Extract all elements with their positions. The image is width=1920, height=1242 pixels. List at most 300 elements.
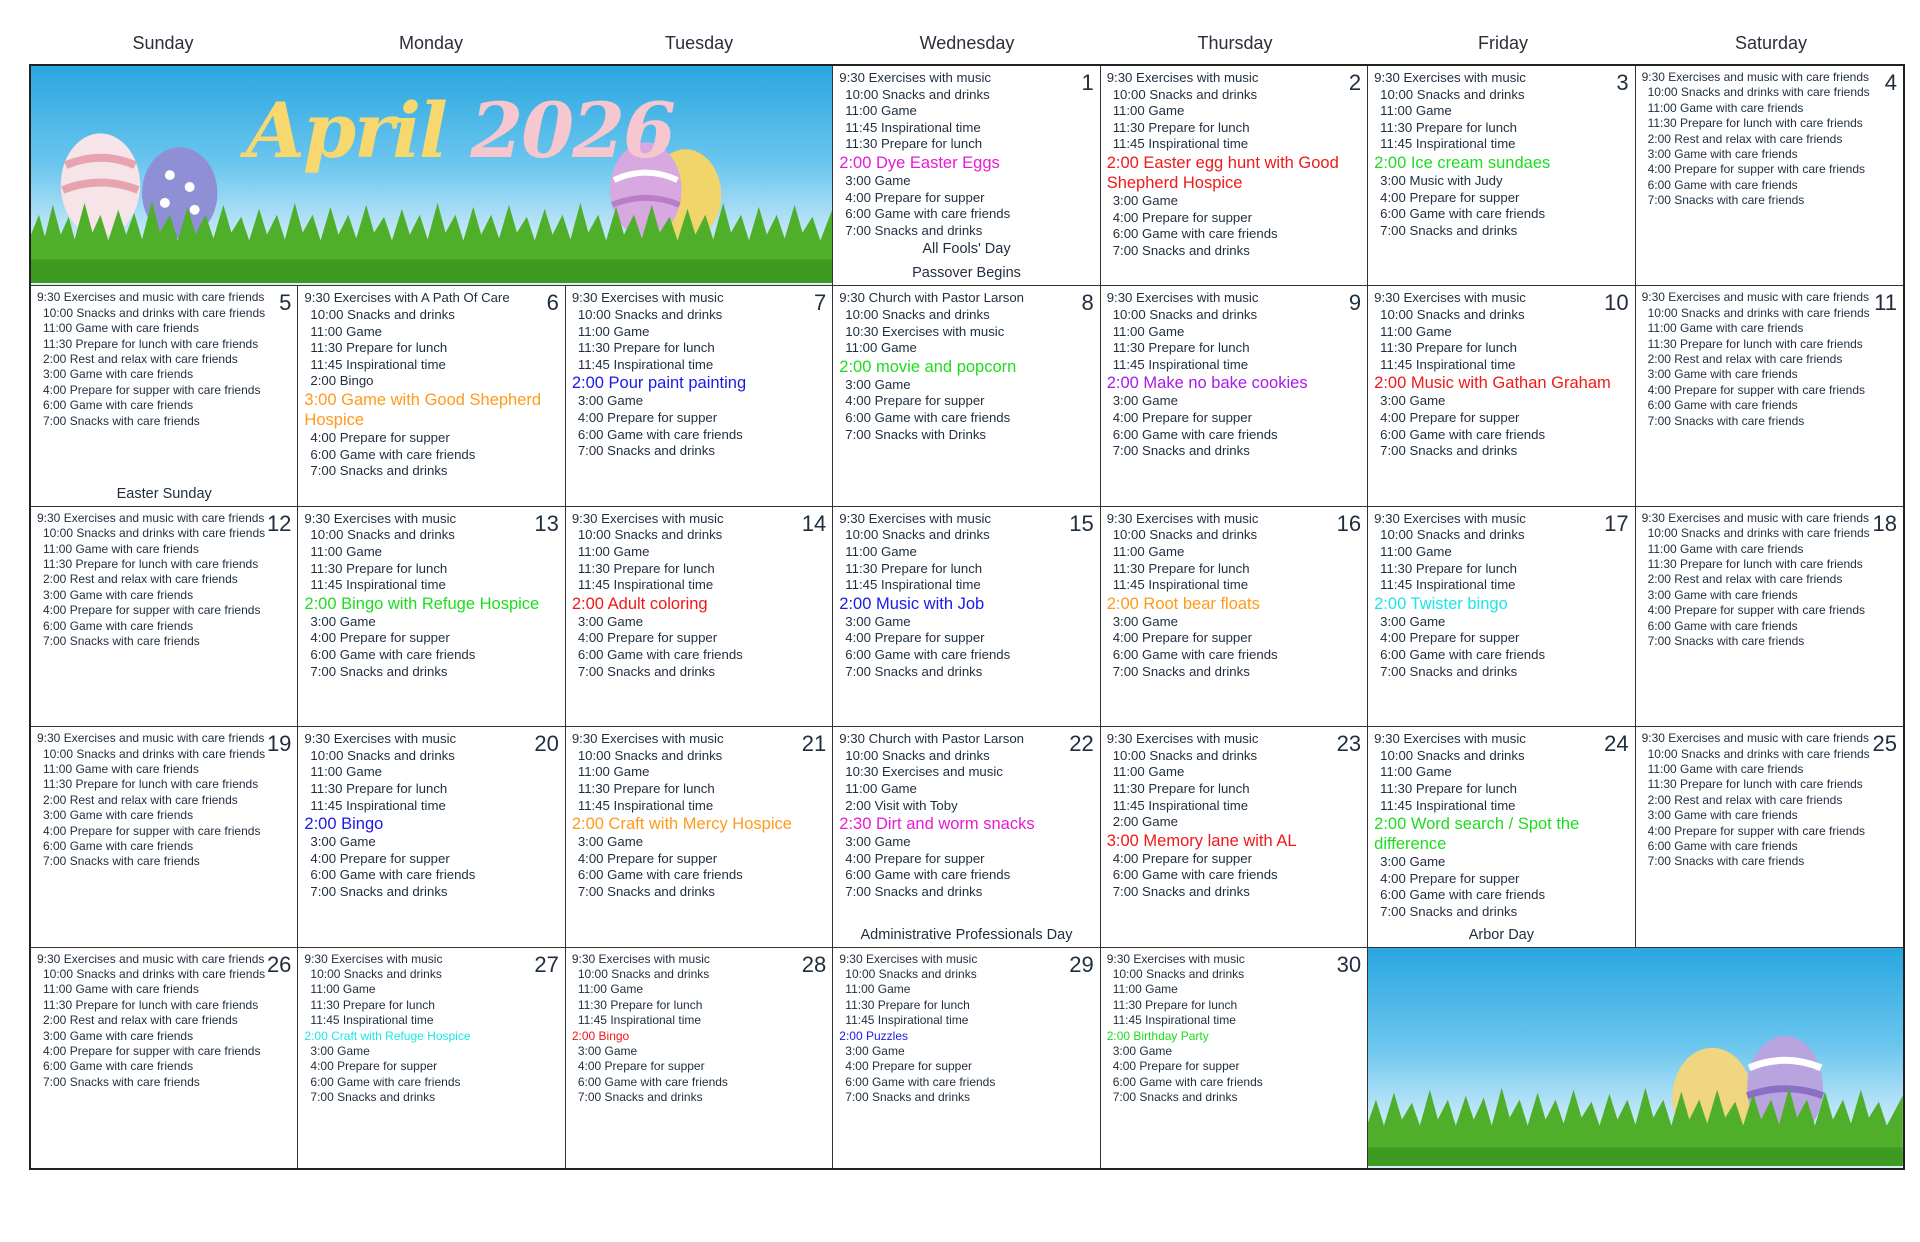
activity-item: 11:30 Prepare for lunch (577, 340, 715, 356)
activity-item: 10:00 Snacks and drinks (845, 86, 990, 102)
day-cell (833, 507, 1100, 727)
activity-item: 9:30 Exercises with music (1374, 731, 1526, 747)
activity-item: 4:00 Prepare for supper (577, 630, 718, 646)
activity-item: 6:00 Game with care friends (43, 839, 194, 854)
activity-item: 7:00 Snacks and drinks (1380, 903, 1518, 919)
activity-item: 9:30 Exercises with music (1374, 70, 1526, 85)
day-cell (31, 507, 298, 727)
activity-item: 7:00 Snacks and drinks (310, 883, 448, 899)
activity-item: 6:00 Game with care friends (310, 646, 476, 662)
activity-list (1642, 731, 1899, 870)
activity-item: 7:00 Snacks and drinks (845, 1090, 971, 1105)
activity-item: 11:00 Game (310, 982, 376, 997)
activity-item: 11:00 Game (1380, 323, 1452, 339)
activity-item: 11:45 Inspirational time (1380, 577, 1516, 593)
activity-item: 6:00 Game with care friends (43, 618, 194, 633)
activity-item: 9:30 Exercises and music with care friends (1641, 731, 1869, 746)
activity-item: 2:00 Rest and relax with care friends (1647, 352, 1843, 367)
activity-item: 7:00 Snacks and drinks (577, 883, 715, 899)
activity-item: 6:00 Game with care friends (1112, 646, 1278, 662)
activity-item: 11:30 Prepare for lunch (577, 560, 715, 576)
activity-item: 4:00 Prepare for supper with care friends (1647, 162, 1866, 177)
day-number: 7 (814, 290, 827, 316)
month-title-month: April (246, 86, 446, 175)
activity-item: 11:30 Prepare for lunch with care friends (43, 777, 259, 792)
activity-item: 9:30 Exercises with music (839, 70, 991, 85)
day-number: 13 (534, 510, 559, 536)
activity-list (1642, 70, 1899, 209)
activity-item: 7:00 Snacks and drinks (1380, 663, 1518, 679)
activity-item: 11:30 Prepare for lunch with care friends (43, 557, 259, 572)
activity-item: 9:30 Exercises with music (304, 731, 457, 747)
day-cell (1101, 507, 1368, 727)
day-cell (566, 507, 833, 727)
activity-item: 9:30 Exercises with music (1106, 70, 1259, 85)
featured-activity: 2:00 Twister bingo (1374, 594, 1508, 613)
activity-list (1374, 70, 1630, 239)
activity-list (839, 511, 1095, 680)
activity-item: 2:00 Rest and relax with care friends (1647, 572, 1843, 587)
day-number: 23 (1336, 731, 1362, 757)
activity-item: 9:30 Exercises and music with care friends (37, 951, 265, 966)
featured-activity: 2:00 Music with Gathan Graham (1374, 374, 1611, 393)
activity-item: 7:00 Snacks with care friends (43, 1074, 200, 1089)
activity-item: 4:00 Prepare for supper (1380, 409, 1520, 425)
activity-item: 11:45 Inspirational time (1380, 136, 1516, 152)
activity-item: 3:00 Game (845, 613, 911, 629)
activity-item: 11:00 Game (1380, 543, 1452, 559)
activity-item: 10:00 Snacks and drinks (1112, 967, 1245, 981)
day-cell (31, 727, 298, 947)
day-number: 30 (1336, 951, 1362, 977)
month-banner (31, 66, 833, 286)
activity-item: 11:30 Prepare for lunch (1112, 780, 1250, 796)
activity-item: 10:00 Snacks and drinks (845, 967, 977, 981)
day-number: 8 (1081, 290, 1094, 316)
featured-activity: 2:00 Craft with Refuge Hospice (304, 1028, 471, 1043)
activity-item: 6:00 Game with care friends (845, 646, 1011, 662)
day-number: 11 (1874, 290, 1897, 316)
day-observance-note: Passover Begins (912, 265, 1021, 282)
activity-item: 9:30 Church with Pastor Larson (839, 731, 1025, 747)
activity-item: 10:00 Snacks and drinks (577, 527, 723, 543)
activity-item: 3:00 Game with care friends (1647, 367, 1798, 382)
day-number: 22 (1069, 731, 1094, 757)
activity-item: 11:30 Prepare for lunch with care friends (1647, 557, 1863, 572)
activity-item: 4:00 Prepare for supper (845, 189, 985, 205)
activity-item: 11:45 Inspirational time (577, 1013, 702, 1028)
activity-item: 11:45 Inspirational time (1112, 1013, 1236, 1028)
calendar-grid (29, 64, 1905, 1170)
activity-item: 7:00 Snacks with care friends (43, 413, 200, 428)
day-number: 27 (534, 951, 559, 977)
activity-item: 11:45 Inspirational time (1380, 797, 1516, 813)
activity-list (37, 511, 293, 650)
activity-item: 7:00 Snacks and drinks (845, 222, 983, 238)
featured-activity: 2:30 Dirt and worm snacks (839, 815, 1035, 834)
activity-item: 11:30 Prepare for lunch with care friends (43, 997, 259, 1012)
activity-item: 11:00 Game (310, 543, 383, 559)
activity-list (1374, 731, 1630, 920)
activity-item: 6:00 Game with care friends (1380, 426, 1546, 442)
featured-activity: 3:00 Memory lane with AL (1106, 831, 1297, 850)
day-observance-note: Administrative Professionals Day (860, 926, 1073, 943)
activity-item: 9:30 Exercises and music with care friends (1641, 70, 1869, 84)
activity-item: 11:30 Prepare for lunch (1112, 997, 1238, 1012)
activity-list (304, 731, 560, 900)
activity-item: 11:30 Prepare for lunch (577, 780, 715, 796)
activity-list (572, 952, 828, 1106)
day-cell (298, 948, 565, 1168)
activity-item: 10:00 Snacks and drinks (1380, 747, 1525, 763)
activity-item: 6:00 Game with care friends (43, 1059, 194, 1074)
activity-item: 9:30 Exercises with music (1106, 951, 1245, 966)
activity-item: 4:00 Prepare for supper (1380, 630, 1520, 646)
activity-item: 4:00 Prepare for supper with care friends (43, 823, 261, 838)
activity-item: 3:00 Game (577, 393, 644, 409)
day-number: 4 (1884, 70, 1897, 95)
activity-list (1107, 290, 1363, 459)
activity-item: 9:30 Exercises with music (1106, 731, 1259, 747)
activity-list (1107, 952, 1363, 1106)
activity-item: 10:00 Snacks and drinks with care friends (1647, 526, 1870, 541)
activity-item: 4:00 Prepare for supper (310, 429, 450, 445)
activity-item: 7:00 Snacks and drinks (1112, 663, 1250, 679)
activity-list (304, 952, 560, 1106)
activity-item: 10:00 Snacks and drinks (310, 306, 455, 322)
activity-item: 10:30 Exercises and music (845, 764, 1003, 780)
day-number: 6 (546, 290, 559, 316)
activity-item: 11:45 Inspirational time (310, 797, 446, 813)
day-cell (1101, 948, 1368, 1168)
day-number: 1 (1081, 70, 1094, 95)
activity-item: 10:00 Snacks and drinks (1112, 747, 1258, 763)
activity-item: 6:00 Game with care friends (577, 646, 743, 662)
activity-item: 10:00 Snacks and drinks (310, 747, 455, 763)
activity-item: 11:30 Prepare for lunch (310, 340, 448, 356)
activity-item: 11:30 Prepare for lunch with care friends (43, 336, 259, 351)
day-number: 26 (266, 951, 292, 977)
day-observance-note: Easter Sunday (116, 485, 212, 502)
activity-item: 6:00 Game with care friends (577, 1074, 728, 1089)
day-cell (566, 948, 833, 1168)
day-number: 16 (1336, 510, 1362, 536)
day-cell (1636, 507, 1903, 727)
activity-item: 11:45 Inspirational time (845, 119, 981, 135)
activity-item: 11:45 Inspirational time (1112, 577, 1249, 593)
activity-item: 11:30 Prepare for lunch (1380, 560, 1517, 576)
day-number: 3 (1616, 70, 1629, 95)
activity-list (1642, 290, 1899, 429)
activity-list (37, 290, 293, 429)
activity-item: 11:45 Inspirational time (577, 797, 714, 813)
activity-item: 4:00 Prepare for supper with care friends (1647, 382, 1866, 397)
activity-item: 11:00 Game with care friends (1647, 321, 1804, 336)
activity-item: 6:00 Game with care friends (1112, 426, 1278, 442)
featured-activity: 2:00 Pour paint painting (571, 374, 747, 393)
activity-item: 7:00 Snacks and drinks (310, 663, 448, 679)
activity-item: 3:00 Game (310, 613, 376, 629)
activity-item: 7:00 Snacks and drinks (1380, 222, 1518, 238)
activity-item: 7:00 Snacks and drinks (1112, 1090, 1238, 1105)
activity-item: 7:00 Snacks and drinks (1380, 443, 1518, 459)
activity-item: 11:00 Game with care friends (43, 321, 199, 336)
activity-item: 7:00 Snacks with care friends (43, 854, 200, 869)
activity-item: 9:30 Church with Pastor Larson (839, 290, 1025, 306)
activity-item: 11:00 Game (577, 764, 650, 780)
featured-activity: 2:00 Dye Easter Eggs (839, 153, 1000, 172)
activity-item: 11:00 Game (1112, 543, 1185, 559)
activity-item: 7:00 Snacks and drinks (845, 663, 983, 679)
activity-item: 7:00 Snacks with care friends (1647, 413, 1805, 428)
activity-item: 7:00 Snacks and drinks (577, 663, 715, 679)
activity-item: 10:00 Snacks and drinks (1380, 86, 1525, 102)
activity-item: 3:00 Game with care friends (43, 367, 194, 382)
activity-item: 10:00 Snacks and drinks (1112, 306, 1258, 322)
activity-item: 3:00 Game with care friends (1647, 587, 1798, 602)
day-cell (1368, 66, 1635, 286)
activity-item: 4:00 Prepare for supper (577, 850, 718, 866)
activity-list (1107, 731, 1363, 900)
activity-item: 11:45 Inspirational time (577, 577, 714, 593)
featured-activity: 2:00 Craft with Mercy Hospice (571, 815, 792, 834)
month-title (246, 86, 674, 175)
activity-item: 10:00 Snacks and drinks with care friends (43, 305, 266, 320)
activity-item: 11:30 Prepare for lunch with care friends (1647, 116, 1863, 131)
activity-item: 3:00 Game (577, 613, 644, 629)
activity-item: 11:00 Game (845, 103, 917, 119)
activity-list (839, 290, 1095, 443)
activity-list (1107, 511, 1363, 680)
day-cell (1636, 286, 1903, 506)
featured-activity: 2:00 Bingo (571, 1028, 630, 1043)
featured-activity: 2:00 Adult coloring (571, 594, 708, 613)
activity-item: 3:00 Game (845, 1044, 905, 1059)
activity-item: 3:00 Game (845, 172, 911, 188)
activity-item: 4:00 Prepare for supper (845, 850, 985, 866)
activity-item: 4:00 Prepare for supper (577, 409, 718, 425)
activity-item: 6:00 Game with care friends (1380, 887, 1546, 903)
activity-item: 11:30 Prepare for lunch (1112, 340, 1250, 356)
activity-list (304, 290, 560, 479)
activity-item: 3:00 Music with Judy (1380, 172, 1503, 188)
activity-item: 4:00 Prepare for supper (845, 630, 985, 646)
activity-item: 3:00 Game (1380, 613, 1446, 629)
weekday-friday: Friday (1477, 33, 1528, 53)
activity-item: 11:45 Inspirational time (1112, 797, 1249, 813)
activity-item: 6:00 Game with care friends (577, 426, 743, 442)
activity-item: 11:30 Prepare for lunch (1380, 119, 1517, 135)
day-cell (833, 948, 1100, 1168)
featured-activity: 2:00 Bingo (304, 815, 384, 834)
activity-item: 3:00 Game with care friends (43, 587, 194, 602)
day-cell (566, 286, 833, 506)
activity-item: 6:00 Game with care friends (1112, 867, 1278, 883)
day-number: 5 (279, 290, 292, 316)
activity-item: 11:45 Inspirational time (1380, 356, 1516, 372)
activity-item: 2:00 Bingo (310, 373, 374, 389)
activity-list (1107, 70, 1363, 259)
activity-item: 11:00 Game (310, 323, 383, 339)
end-banner (1368, 948, 1903, 1168)
activity-item: 6:00 Game with care friends (1380, 646, 1546, 662)
day-cell (31, 948, 298, 1168)
activity-item: 11:30 Prepare for lunch (577, 997, 703, 1012)
day-cell (833, 286, 1100, 506)
activity-item: 9:30 Exercises and music with care friends (37, 731, 265, 746)
day-cell (1636, 727, 1903, 947)
activity-item: 2:00 Rest and relax with care friends (43, 572, 238, 587)
activity-item: 9:30 Exercises with music (839, 510, 991, 526)
activity-item: 10:30 Exercises with music (845, 323, 1005, 339)
activity-item: 9:30 Exercises with music (839, 951, 978, 966)
activity-item: 4:00 Prepare for supper (1112, 850, 1252, 866)
activity-item: 11:00 Game (310, 764, 383, 780)
activity-item: 4:00 Prepare for supper (310, 630, 450, 646)
weekday-saturday: Saturday (1734, 33, 1808, 53)
activity-item: 11:00 Game (845, 340, 917, 356)
featured-activity: 2:00 Make no bake cookies (1106, 374, 1308, 393)
day-cell (566, 727, 833, 947)
activity-item: 6:00 Game with care friends (845, 867, 1011, 883)
featured-activity: 2:00 Root bear floats (1106, 594, 1260, 613)
activity-item: 9:30 Exercises with music (304, 510, 457, 526)
activity-item: 10:00 Snacks and drinks with care friends (43, 746, 266, 761)
day-number: 20 (534, 731, 559, 757)
activity-item: 10:00 Snacks and drinks with care friends (43, 967, 266, 981)
activity-item: 6:00 Game with care friends (577, 867, 743, 883)
featured-activity: 2:00 Music with Job (839, 594, 985, 613)
activity-item: 11:30 Prepare for lunch (310, 997, 435, 1012)
activity-item: 9:30 Exercises with A Path Of Care (304, 290, 510, 306)
activity-item: 7:00 Snacks and drinks (1112, 242, 1250, 258)
activity-item: 9:30 Exercises with music (1106, 290, 1259, 306)
activity-item: 9:30 Exercises and music with care friends (1641, 510, 1869, 525)
day-number: 19 (266, 731, 292, 757)
day-number: 21 (801, 731, 827, 757)
featured-activity: 2:00 Bingo with Refuge Hospice (304, 594, 540, 613)
activity-item: 10:00 Snacks and drinks with care friends (1647, 85, 1870, 100)
day-cell (31, 286, 298, 506)
activity-item: 6:00 Game with care friends (845, 409, 1011, 425)
day-cell (1368, 286, 1635, 506)
day-number: 9 (1348, 290, 1362, 316)
activity-item: 6:00 Game with care friends (310, 1074, 461, 1089)
activity-item: 4:00 Prepare for supper (845, 393, 985, 409)
activity-item: 11:00 Game (577, 323, 650, 339)
activity-item: 10:00 Snacks and drinks (1112, 527, 1258, 543)
activity-item: 6:00 Game with care friends (1647, 839, 1798, 854)
month-title-year: 2026 (470, 86, 674, 175)
day-cell (833, 727, 1100, 947)
activity-item: 10:00 Snacks and drinks with care friends (1647, 746, 1870, 761)
activity-item: 3:00 Game (845, 376, 911, 392)
activity-item: 4:00 Prepare for supper with care friends (43, 1044, 261, 1059)
activity-item: 7:00 Snacks and drinks (310, 463, 448, 479)
weekday-thursday: Thursday (1197, 33, 1273, 53)
activity-item: 2:00 Rest and relax with care friends (1647, 792, 1843, 807)
activity-item: 11:00 Game (1380, 103, 1452, 119)
activity-item: 10:00 Snacks and drinks (577, 306, 723, 322)
activity-item: 10:00 Snacks and drinks (310, 967, 442, 981)
activity-item: 9:30 Exercises and music with care friends (1641, 290, 1869, 305)
day-cell (1368, 727, 1635, 947)
featured-activity: 2:00 Ice cream sundaes (1374, 153, 1551, 172)
activity-item: 11:00 Game (1112, 764, 1185, 780)
activity-item: 6:00 Game with care friends (1647, 618, 1798, 633)
activity-item: 7:00 Snacks with Drinks (845, 426, 987, 442)
activity-item: 11:45 Inspirational time (310, 577, 446, 593)
activity-item: 3:00 Game with care friends (1647, 808, 1798, 823)
activity-item: 3:00 Game (845, 834, 911, 850)
activity-item: 3:00 Game (310, 834, 376, 850)
activity-item: 4:00 Prepare for supper (1112, 409, 1252, 425)
day-cell (298, 727, 565, 947)
day-number: 10 (1604, 290, 1629, 316)
activity-item: 4:00 Prepare for supper (1112, 209, 1252, 225)
activity-item: 11:30 Prepare for lunch with care friends (1647, 336, 1863, 351)
activity-item: 2:00 Rest and relax with care friends (43, 1013, 238, 1028)
weekday-monday: Monday (398, 33, 464, 53)
activity-item: 3:00 Game (1112, 613, 1178, 629)
activity-item: 10:00 Snacks and drinks (845, 747, 990, 763)
activity-item: 11:30 Prepare for lunch with care friends (1647, 777, 1863, 792)
activity-item: 2:00 Visit with Toby (845, 797, 958, 813)
activity-item: 11:00 Game with care friends (43, 762, 199, 776)
activity-list (1374, 290, 1630, 459)
activity-item: 11:30 Prepare for lunch (310, 780, 448, 796)
activity-item: 3:00 Game with care friends (43, 808, 194, 823)
activity-item: 11:45 Inspirational time (310, 356, 446, 372)
activity-item: 7:00 Snacks with care friends (43, 634, 200, 649)
activity-item: 11:30 Prepare for lunch (1112, 119, 1250, 135)
activity-item: 6:00 Game with care friends (1380, 206, 1546, 222)
activity-item: 9:30 Exercises with music (304, 951, 443, 966)
activity-item: 10:00 Snacks and drinks (1380, 306, 1525, 322)
weekday-tuesday: Tuesday (664, 33, 734, 53)
activity-item: 7:00 Snacks and drinks (1112, 883, 1250, 899)
activity-item: 10:00 Snacks and drinks (845, 527, 990, 543)
activity-list (572, 511, 828, 680)
day-number: 24 (1604, 731, 1629, 757)
activity-item: 3:00 Game with care friends (1647, 147, 1798, 162)
featured-activity: 2:00 Easter egg hunt with Good Shepherd Hospice (1106, 153, 1339, 192)
activity-item: 3:00 Game (1380, 393, 1446, 409)
activity-item: 4:00 Prepare for supper with care friends (1647, 603, 1866, 618)
activity-item: 10:00 Snacks and drinks (845, 306, 990, 322)
activity-item: 4:00 Prepare for supper with care friends (1647, 823, 1866, 838)
day-cell (1101, 66, 1368, 286)
activity-item: 11:45 Inspirational time (1112, 356, 1249, 372)
day-number: 18 (1872, 510, 1897, 536)
activity-list (839, 731, 1095, 900)
end-easter-art (1368, 948, 1903, 1167)
day-number: 14 (801, 510, 827, 536)
activity-item: 7:00 Snacks with care friends (1647, 854, 1805, 869)
weekday-wednesday: Wednesday (919, 33, 1015, 53)
activity-item: 11:45 Inspirational time (1112, 136, 1249, 152)
activity-item: 3:00 Game (577, 1044, 638, 1059)
activity-item: 11:00 Game with care friends (43, 541, 199, 556)
activity-item: 3:00 Game with care friends (43, 1028, 194, 1043)
day-observance-note: Arbor Day (1468, 926, 1534, 943)
weekday-sunday: Sunday (132, 33, 194, 53)
activity-item: 4:00 Prepare for supper (1112, 630, 1252, 646)
activity-item: 6:00 Game with care friends (43, 398, 194, 413)
activity-item: 4:00 Prepare for supper (577, 1059, 705, 1074)
activity-item: 11:00 Game with care friends (1647, 100, 1804, 115)
activity-item: 11:30 Prepare for lunch (310, 560, 448, 576)
